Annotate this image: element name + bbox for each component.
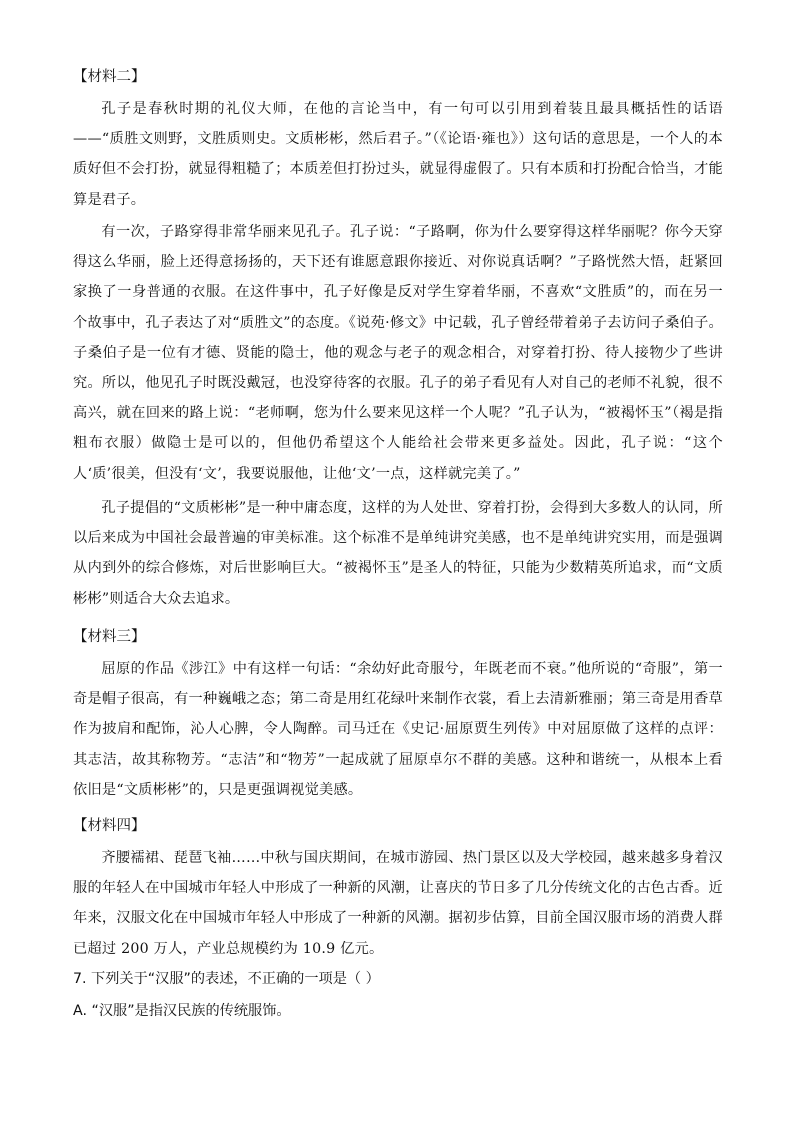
material-4-heading: 【材料四】 (73, 818, 146, 834)
material-3-heading: 【材料三】 (73, 629, 146, 645)
material-2-paragraph-2: 有一次，子路穿得非常华丽来见孔子。孔子说：“子路啊，你为什么要穿得这样华丽呢？你今天穿得这么华丽，脸上还得意扬扬的，天下还有谁愿意跟你接近、对你说真话啊？”子路恍然大悟，赶紧回家换了一身普通的衣服。在这件事中，孔子好像是反对学生穿着华丽，不喜欢“文胜质”的，而在另一个故事中，孔子表达了对“质胜文”的态度。《说苑·修文》中记载，孔子曾经带着弟子去访问子桑伯子。子桑伯子是一位有才德、贤能的隐士，他的观念与老子的观念相合，对穿着打扮、待人接物少了些讲究。所以，他见孔子时既没戴冠，也没穿待客的衣服。孔子的弟子看见有人对自己的老师不礼貌，很不高兴，就在回来的路上说：“老师啊，您为什么要来见这样一个人呢？”孔子认为，“被褐怀玉”（褐是指粗布衣服）做隐士是可以的，但他仍希望这个人能给社会带来更多益处。因此，孔子说：“这个人‘质’很美，但没有‘文’，我要说服他，让他‘文’一点，这样就完美了。” (73, 224, 723, 482)
material-4-paragraph-1: 齐腰襦裙、琵琶飞袖……中秋与国庆期间，在城市游园、热门景区以及大学校园，越来越多身着汉服的年轻人在中国城市年轻人中形成了一种新的风潮，让喜庆的节日多了几分传统文化的古色古香。近年来，汉服文化在中国城市年轻人中形成了一种新的风潮。据初步估算，目前全国汉服市场的消费人群已超过 200 万人，产业总规模约为 10.9 亿元。 (73, 850, 723, 957)
question-7-stem: 7. 下列关于“汉服”的表述，不正确的一项是（ ） (73, 971, 380, 987)
question-7-option-a: A. “汉服”是指汉民族的传统服饰。 (73, 1003, 291, 1019)
material-2-paragraph-3: 孔子提倡的“文质彬彬”是一种中庸态度，这样的为人处世、穿着打扮，会得到大多数人的认同，所以后来成为中国社会最普遍的审美标准。这个标准不是单纯讲究美感，也不是单纯讲究实用，而是强调从内到外的综合修炼，对后世影响巨大。“被褐怀玉”是圣人的特征，只能为少数精英所追求，而“文质彬彬”则适合大众去追求。 (73, 500, 723, 607)
material-3-paragraph-1: 屈原的作品《涉江》中有这样一句话：“余幼好此奇服兮，年既老而不衰。”他所说的“奇服”，第一奇是帽子很高，有一种巍峨之态；第二奇是用红花绿叶来制作衣裳，看上去清新雅丽；第三奇是用香草作为披肩和配饰，沁人心脾，令人陶醉。司马迁在《史记·屈原贾生列传》中对屈原做了这样的点评：其志洁，故其称物芳。“志洁”和“物芳”一起成就了屈原卓尔不群的美感。这种和谐统一，从根本上看依旧是“文质彬彬”的，只是更强调视觉美感。 (73, 661, 723, 798)
material-2-paragraph-1: 孔子是春秋时期的礼仪大师，在他的言论当中，有一句可以引用到着装且最具概括性的话语——“质胜文则野，文胜质则史。文质彬彬，然后君子。”（《论语·雍也》）这句话的意思是，一个人的本质好但不会打扮，就显得粗糙了；本质差但打扮过头，就显得虚假了。只有本质和打扮配合恰当，才能算是君子。 (73, 101, 723, 208)
material-2-heading: 【材料二】 (73, 69, 146, 85)
